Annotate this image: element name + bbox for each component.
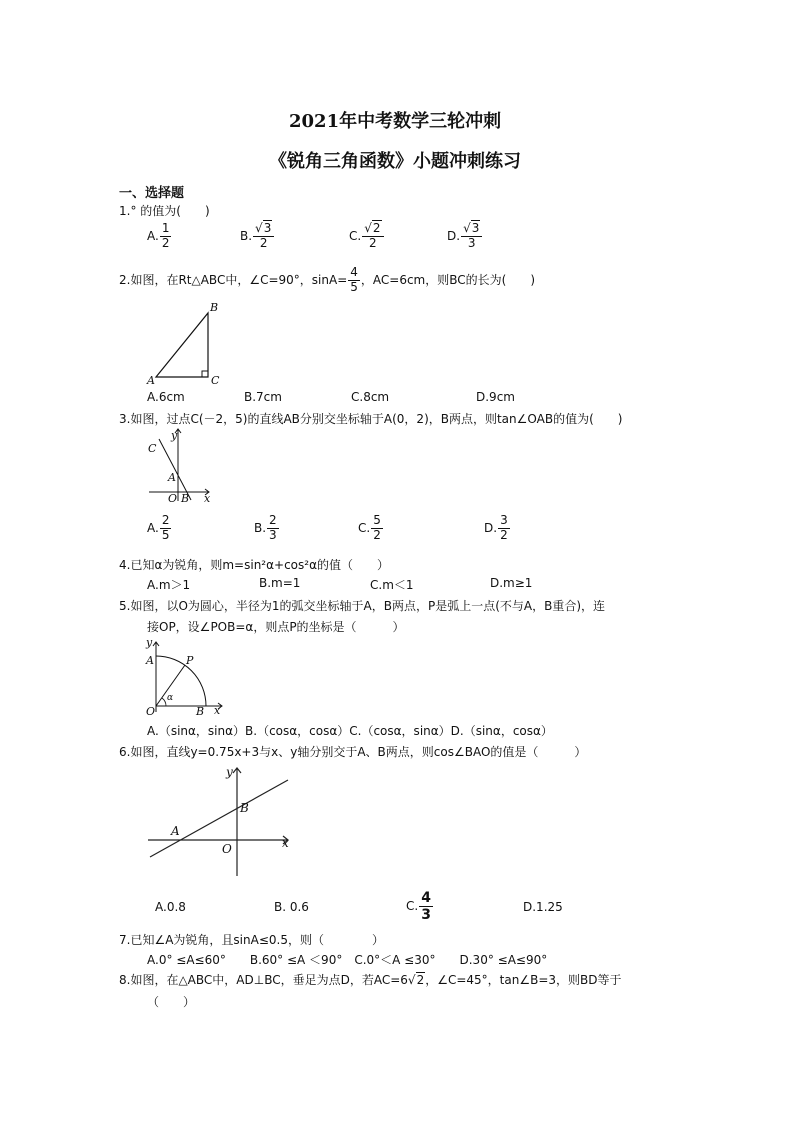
q6-label-a: A xyxy=(171,824,180,838)
q4-option-d: D.m≥1 xyxy=(490,576,533,590)
q5-stem-line-2: 接OP，设∠POB=α，则点P的坐标是（ ） xyxy=(147,620,405,634)
q4-option-c: C.m＜1 xyxy=(370,578,414,592)
q1-option-a: A. $\frac{1}{2}$ xyxy=(147,221,170,250)
q5-label-p: P xyxy=(186,654,194,667)
q5-stem-line-1: 5.如图，以O为圆心，半径为1的弧交坐标轴于A，B两点，P是弧上一点(不与A，B重合)，连 xyxy=(119,599,606,613)
q1-stem: 1.° 的值为( ) xyxy=(119,204,210,218)
title-line-1: 2021年中考数学三轮冲刺 xyxy=(289,111,502,132)
q6-option-b: B. 0.6 xyxy=(274,900,309,914)
q7-stem: 7.已知∠A为锐角，且sinA≤0.5，则（ ） xyxy=(119,933,384,947)
section-heading: 一、选择题 xyxy=(119,186,185,201)
q5-label-o: O xyxy=(146,705,156,718)
q3-label-o: O xyxy=(168,492,178,505)
q6-label-b: B xyxy=(240,801,249,815)
q2-option-c: C.8cm xyxy=(351,390,390,404)
q3-label-y: y xyxy=(171,429,178,442)
q8-stem-line-2: （ ） xyxy=(147,995,196,1009)
title-line-2: 《锐角三角函数》小题冲刺练习 xyxy=(269,151,521,172)
q5-arc-figure xyxy=(140,636,230,718)
q6-label-o: O xyxy=(222,842,232,856)
q2-label-a: A xyxy=(147,374,155,387)
q2-option-b: B.7cm xyxy=(244,390,282,404)
q6-label-y: y xyxy=(226,765,233,779)
q3-coordinate-figure xyxy=(143,425,223,507)
q6-option-a: A.0.8 xyxy=(155,900,186,914)
q2-triangle-figure xyxy=(145,300,225,388)
q2-option-d: D.9cm xyxy=(476,390,515,404)
q3-option-b: B. $\frac{2}{3}$ xyxy=(254,513,277,542)
q2-option-a: A.6cm xyxy=(147,390,185,404)
q5-options: A.（sinα，sinα）B.（cosα，cosα）C.（cosα，sinα）D.（sinα，cosα） xyxy=(147,724,553,738)
q5-label-alpha: α xyxy=(167,693,174,703)
q5-label-x: x xyxy=(214,704,221,717)
q3-option-c: C. $\frac{5}{2}$ xyxy=(358,513,381,542)
q3-label-c: C xyxy=(148,442,157,455)
q1-option-d: D. $\frac{√3}{3}$ xyxy=(447,222,483,251)
q3-option-a: A. $\frac{2}{5}$ xyxy=(147,513,170,542)
q2-label-b: B xyxy=(210,301,219,314)
q6-stem: 6.如图，直线y=0.75x+3与x、y轴分别交于A、B两点，则cos∠BAO的值是（ ） xyxy=(119,745,587,759)
q3-option-d: D. $\frac{3}{2}$ xyxy=(484,513,508,542)
q2-stem: 2.如图，在Rt△ABC中，∠C=90°，sinA= $\frac{4}{5}$ ，AC=6cm，则BC的长为( ) xyxy=(119,265,536,294)
q3-stem: 3.如图，过点C(－2，5)的直线AB分别交坐标轴于A(0，2)，B两点，则tan∠OAB的值为( ) xyxy=(119,412,623,426)
q5-label-b: B xyxy=(196,705,205,718)
q6-line-figure xyxy=(146,760,296,882)
q6-label-x: x xyxy=(282,836,289,850)
q1-option-c: C. $\frac{√2}{2}$ xyxy=(349,222,385,251)
q8-stem: 8.如图，在△ABC中，AD⊥BC，垂足为点D，若AC=6√2，∠C=45°，tan∠B=3，则BD等于 xyxy=(119,973,622,987)
q3-label-b: B xyxy=(181,492,190,505)
q4-stem: 4.已知α为锐角，则m=sin²α+cos²α的值（ ） xyxy=(119,558,389,572)
q5-label-y: y xyxy=(146,636,153,649)
q7-options: A.0° ≤A≤60° B.60° ≤A ＜90° C.0°＜A ≤30° D.30° ≤A≤90° xyxy=(147,953,548,967)
q3-label-a: A xyxy=(168,471,176,484)
q6-option-c: C. $\frac{4}{3}$ xyxy=(406,890,431,924)
q2-label-c: C xyxy=(211,374,220,387)
q5-label-a: A xyxy=(146,654,154,667)
q1-option-b: B. $\frac{√3}{2}$ xyxy=(240,222,275,251)
q4-option-a: A.m＞1 xyxy=(147,578,191,592)
q4-option-b: B.m=1 xyxy=(259,576,301,590)
q3-label-x: x xyxy=(204,492,211,505)
q6-option-d: D.1.25 xyxy=(523,900,563,914)
